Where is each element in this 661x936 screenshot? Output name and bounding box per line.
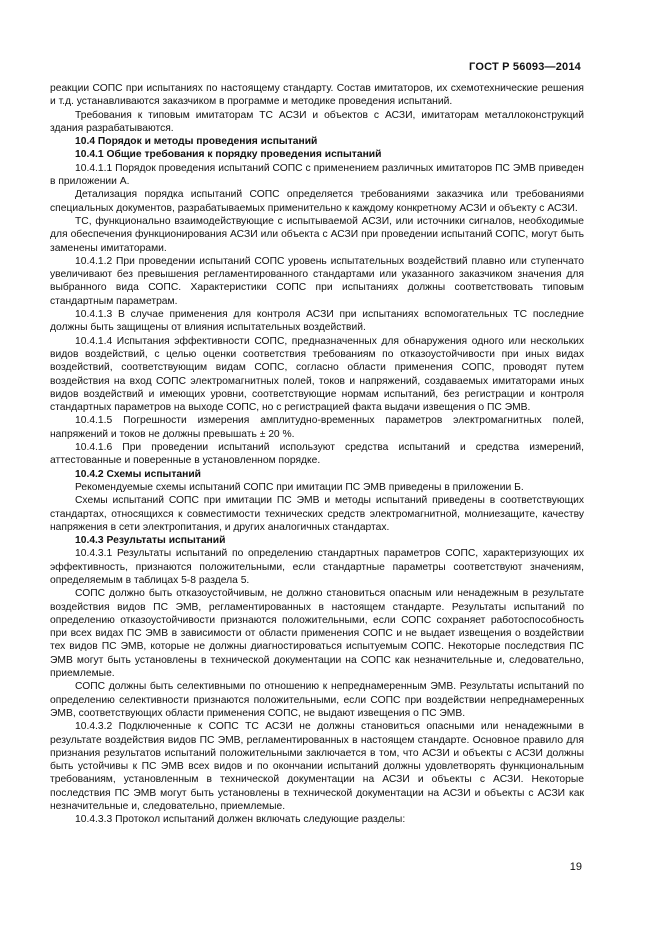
paragraph: 10.4.1.5 Погрешности измерения амплитудно-временных параметров электромагнитных полей, напряжений и токов не должны превышать ± 20 %. bbox=[50, 415, 584, 440]
subsection-heading: 10.4.3 Результаты испытаний bbox=[75, 535, 226, 547]
paragraph: СОПС должно быть отказоустойчивым, не должно становиться опасным или ненадежным в результате воздействия видов ПС ЭМВ, регламентированных в настоящем стандарте. Результаты испытаний по определению отказоустойчивости признаются положительными, если СОПС сохраняет работоспособность при всех видах ПС ЭМВ в зависимости от области применения СОПС и не выдает извещения о воздействии тех видов ПС ЭМВ, которые не должны диагностироваться испытуемым СОПС. Некоторые последствия ПС ЭМВ могут быть установлены в технической документации на СОПС как незначительные и, следовательно, приемлемые. bbox=[50, 588, 584, 680]
paragraph: 10.4.1.1 Порядок проведения испытаний СОПС с применением различных имитаторов ПС ЭМВ приведен в приложении А. bbox=[50, 162, 584, 188]
paragraph: 10.4.1.6 При проведении испытаний используют средства испытаний и средства измерений, аттестованные и поверенные в установленном порядке. bbox=[50, 442, 584, 467]
paragraph: реакции СОПС при испытаниях по настоящему стандарту. Состав имитаторов, их схемотехнические решения и т.д. устанавливаются заказчиком в программе и методике проведения испытаний. bbox=[50, 83, 584, 108]
paragraph: 10.4.1.4 Испытания эффективности СОПС, предназначенных для обнаружения одного или нескольких видов воздействий, с целью оценки соответствия требованиям по отказоустойчивости при иных видах воздействий, соответствующим видам СОПС, согласно области применения СОПС, проводят путем воздействия на вход СОПС электромагнитных полей, токов и напряжений, создаваемых имитаторами иных видов воздействий и имеющих уровни, соответствующие нормам испытаний, без регистрации и контроля стандартных параметров на выходе СОПС, но с регистрацией факта выдачи извещения о ПС ЭМВ. bbox=[50, 335, 584, 414]
section-heading: 10.4 Порядок и методы проведения испытаний bbox=[75, 136, 318, 148]
paragraph: Рекомендуемые схемы испытаний СОПС при имитации ПС ЭМВ приведены в приложении Б. bbox=[75, 481, 524, 493]
paragraph: 10.4.3.3 Протокол испытаний должен включать следующие разделы: bbox=[75, 814, 406, 826]
paragraph: СОПС должны быть селективными по отношению к непреднамеренным ЭМВ. Результаты испытаний по определению селективности признаются положительными, если СОПС при воздействии непреднамеренных ЭМВ, соответствующих области применения СОПС, не выдают извещения о ПС ЭМВ. bbox=[50, 681, 584, 719]
paragraph: ТС, функционально взаимодействующие с испытываемой АСЗИ, или источники сигналов, необходимые для обеспечения функционирования АСЗИ или объекта с АСЗИ при проведении испытаний СОПС, могут быть заменены имитаторами. bbox=[50, 215, 584, 254]
paragraph: Требования к типовым имитаторам ТС АСЗИ и объектов с АСЗИ, имитаторам металлоконструкций здания разрабатываются. bbox=[50, 109, 584, 134]
subsection-heading: 10.4.1 Общие требования к порядку проведения испытаний bbox=[75, 149, 382, 161]
paragraph: 10.4.3.1 Результаты испытаний по определению стандартных параметров СОПС, характеризующих их эффективность, признаются положительными, если стандартные параметры соответствуют значениям, определяемым в таблицах 5-8 раздела 5. bbox=[50, 548, 584, 586]
paragraph: Детализация порядка испытаний СОПС определяется требованиями заказчика или требованиями специальных документов, разрабатываемых применительно к каждому конкретному АСЗИ и объекту с АСЗИ. bbox=[50, 189, 584, 214]
document-header-id: ГОСТ Р 56093—2014 bbox=[469, 61, 581, 73]
document-body bbox=[50, 82, 584, 827]
subsection-heading: 10.4.2 Схемы испытаний bbox=[75, 468, 201, 480]
paragraph: Схемы испытаний СОПС при имитации ПС ЭМВ и методы испытаний приведены в соответствующих стандартах, относящихся к совместимости технических средств электромагнитной, молниезащите, качеству напряжения в сети электропитания, и других аналогичных стандартах. bbox=[50, 495, 584, 533]
paragraph: 10.4.3.2 Подключенные к СОПС ТС АСЗИ не должны становиться опасными или ненадежными в результате воздействия видов ПС ЭМВ, регламентированных в настоящем стандарте. Основное правило для признания результатов испытаний положительными заключается в том, что АСЗИ и объекты с АСЗИ должны быть устойчивы к ПС ЭМВ всех видов и по окончании испытаний должны удовлетворять функциональным требованиям, установленным в технической документации на АСЗИ и объекты с АСЗИ. Некоторые последствия ПС ЭМВ могут быть установлены в технической документации на АСЗИ и объекты с АСЗИ как незначительные и, следовательно, приемлемые. bbox=[50, 721, 584, 813]
page-number: 19 bbox=[569, 861, 582, 873]
paragraph: 10.4.1.2 При проведении испытаний СОПС уровень испытательных воздействий плавно или ступенчато увеличивают без превышения регламентированного стандартами или указанного заказчиком значения для выбранного вида СОПС. Характеристики СОПС при испытаниях должны соответствовать типовым стандартным параметрам. bbox=[50, 255, 584, 307]
paragraph: 10.4.1.3 В случае применения для контроля АСЗИ при испытаниях вспомогательных ТС последние должны быть защищены от влияния испытательных воздействий. bbox=[50, 309, 584, 334]
